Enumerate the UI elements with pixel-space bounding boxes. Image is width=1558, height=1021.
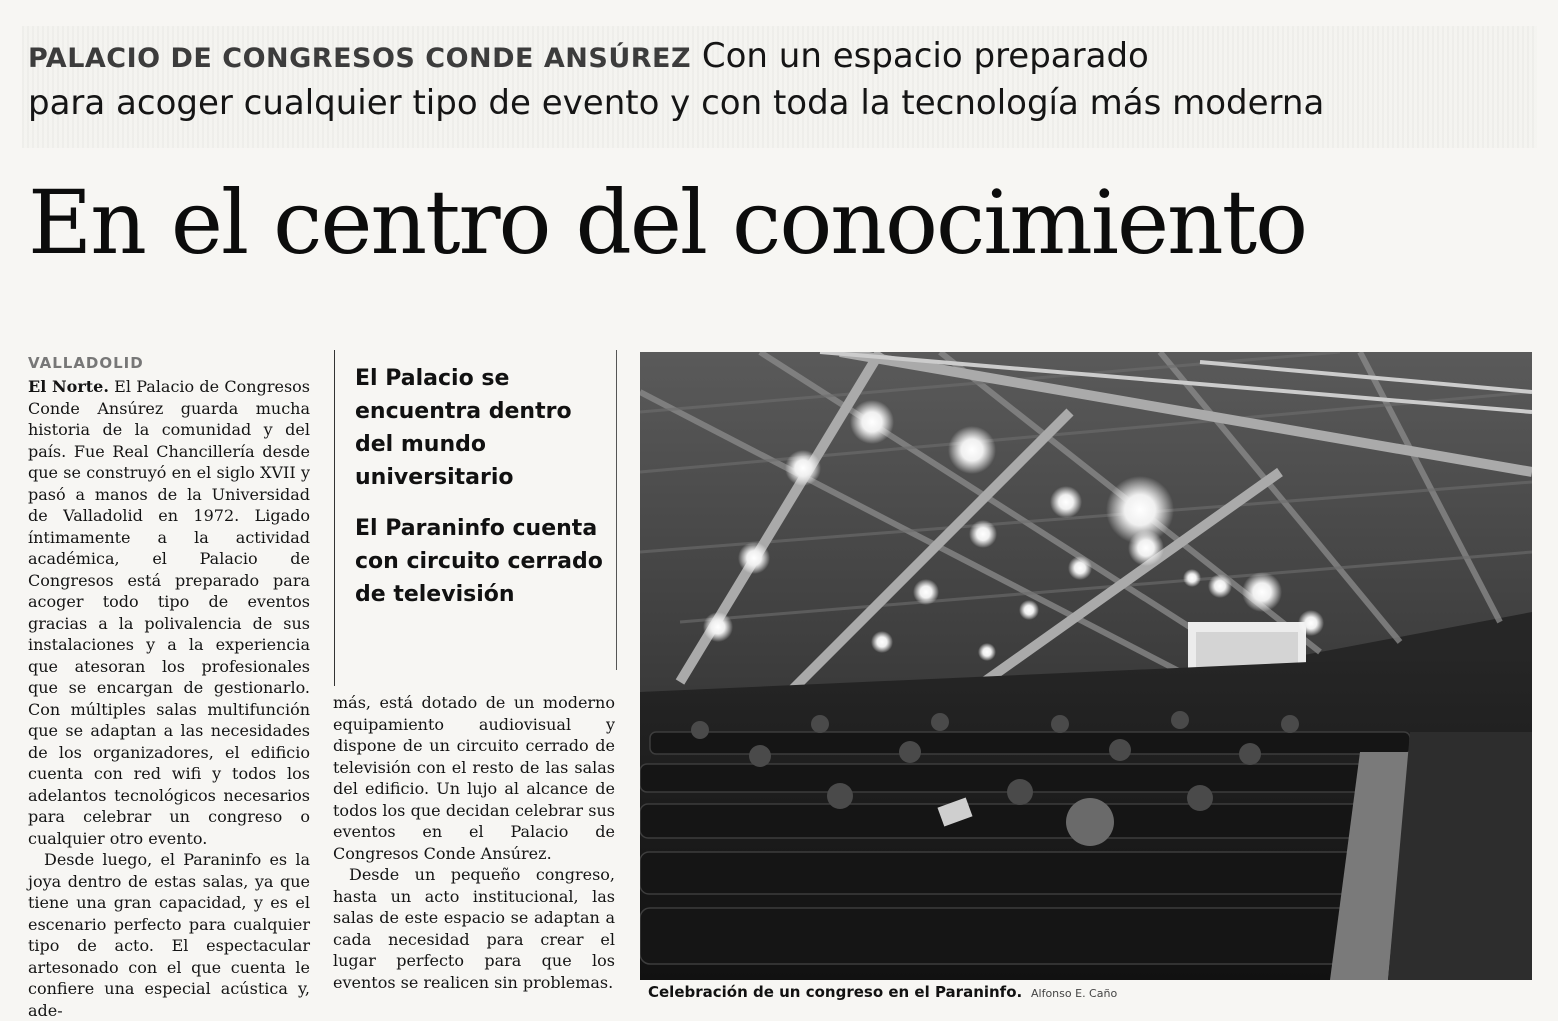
auditorium-photo — [640, 352, 1532, 980]
kicker — [28, 34, 1528, 126]
pullquote-1: El Palacio se encuentra dentro del mundo universitario — [355, 366, 572, 490]
caption-text: Celebración de un congreso en el Paraninfo. — [648, 983, 1023, 1001]
column-rule — [334, 350, 335, 686]
dateline: VALLADOLID — [28, 354, 144, 372]
article-column-1 — [28, 376, 310, 1021]
auditorium-illustration — [640, 352, 1532, 980]
pullquote-2: El Paraninfo cuenta con circuito cerrado de televisión — [355, 516, 603, 607]
article-lead: El Norte. — [28, 377, 109, 396]
article-paragraph-2-start: Desde luego, el Paraninfo es la joya dentro de estas salas, ya que tiene una gran capacidad, y es el escenario perfecto para cualquier tipo de acto. El espectacular artesonado con el que cuenta le confiere una especial acústica y, ade- — [28, 850, 310, 1020]
kicker-line2: para acoger cualquier tipo de evento y con toda la tecnología más moderna — [28, 83, 1325, 123]
photo-credit: Alfonso E. Caño — [1031, 987, 1118, 1000]
photo-caption — [648, 982, 1528, 1004]
article-column-2 — [333, 692, 615, 993]
headline: En el centro del conocimiento — [28, 171, 1307, 274]
article-paragraph-1 — [28, 376, 310, 849]
article-paragraph-3: Desde un pequeño congreso, hasta un acto institucional, las salas de este espacio se adaptan a cada necesidad para crear el lugar perfecto para que los eventos se realicen sin problemas. — [333, 865, 615, 992]
article-p1-text: El Palacio de Congresos Conde Ansúrez guarda mucha historia de la comunidad y del país. Fue Real Chancillería desde que se construyó en el siglo XVII y pasó a manos de la Universidad de Valladolid en 1972. Ligado íntimamente a la actividad académica, el Palacio de Congresos está preparado para acoger todo tipo de eventos gracias a la polivalencia de sus instalaciones y a la experiencia que atesoran los profesionales que se encargan de gestionarlo. Con múltiples salas multifunción que se adaptan a las necesidades de los organizadores, el edificio cuenta con red wifi y todos los adelantos tecnológicos necesarios para celebrar un congreso o cualquier otro evento. — [28, 377, 310, 848]
article-paragraph-2-end: más, está dotado de un moderno equipamiento audiovisual y dispone de un circuito cerrado de televisión con el resto de las salas del edificio. Un lujo al alcance de todos los que decidan celebrar sus eventos en el Palacio de Congresos Conde Ansúrez. — [333, 693, 615, 863]
kicker-line1: Con un espacio preparado — [701, 36, 1149, 76]
kicker-tag: PALACIO DE CONGRESOS CONDE ANSÚREZ — [28, 43, 692, 74]
column-rule — [616, 350, 617, 670]
